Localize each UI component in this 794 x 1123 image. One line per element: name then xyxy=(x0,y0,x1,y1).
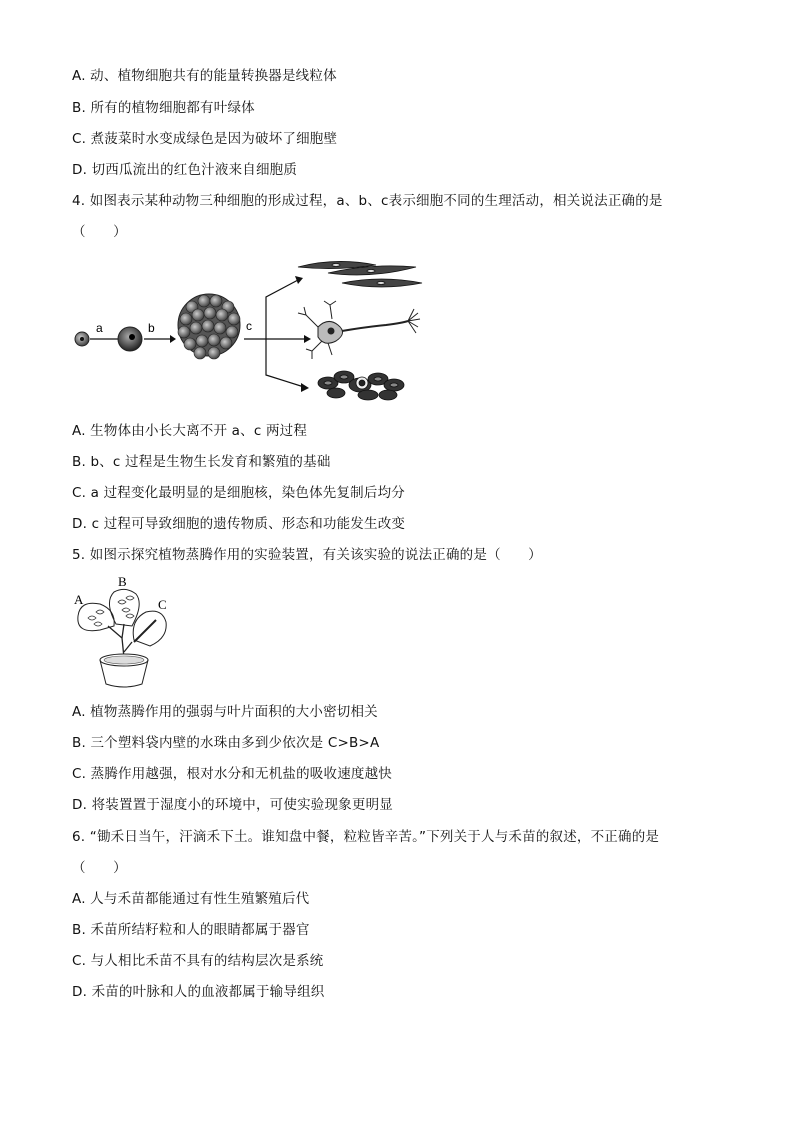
process-label-b: b xyxy=(148,321,155,335)
plastic-bag-c xyxy=(133,611,166,646)
bag-label-a: A xyxy=(74,592,84,607)
q4-stem: 4. 如图表示某种动物三种细胞的形成过程，a、b、c表示细胞不同的生理活动，相关说法正确的是 xyxy=(72,193,663,209)
q5-stem: 5. 如图示探究植物蒸腾作用的实验装置，有关该实验的说法正确的是（ ） xyxy=(72,547,542,563)
transpiration-experiment-figure xyxy=(70,572,180,690)
q6-stem: 6. “锄禾日当午，汗滴禾下土。谁知盘中餐，粒粒皆辛苦。”下列关于人与禾苗的叙述，不正确的是 xyxy=(72,829,660,845)
process-label-c: c xyxy=(246,319,252,333)
q4-option-d: D. c 过程可导致细胞的遗传物质、形态和功能发生改变 xyxy=(72,516,406,532)
q3-option-d: D. 切西瓜流出的红色汁液来自细胞质 xyxy=(72,162,298,178)
q5-option-d: D. 将装置置于湿度小的环境中，可使实验现象更明显 xyxy=(72,797,393,813)
q4-option-c: C. a 过程变化最明显的是细胞核，染色体先复制后均分 xyxy=(72,485,405,501)
q6-option-b: B. 禾苗所结籽粒和人的眼睛都属于器官 xyxy=(72,922,310,938)
q3-option-a: A. 动、植物细胞共有的能量转换器是线粒体 xyxy=(72,68,337,84)
q6-option-c: C. 与人相比禾苗不具有的结构层次是系统 xyxy=(72,953,324,969)
cell-cluster xyxy=(178,294,240,359)
q4-option-a: A. 生物体由小长大离不开 a、c 两过程 xyxy=(72,423,308,439)
cell-formation-figure xyxy=(66,255,436,405)
bag-label-b: B xyxy=(118,574,127,589)
bag-label-c: C xyxy=(158,597,167,612)
q6-option-a: A. 人与禾苗都能通过有性生殖繁殖后代 xyxy=(72,891,310,907)
q5-option-b: B. 三个塑料袋内壁的水珠由多到少依次是 C>B>A xyxy=(72,735,380,751)
process-label-a: a xyxy=(96,321,103,335)
q5-option-c: C. 蒸腾作用越强，根对水分和无机盐的吸收速度越快 xyxy=(72,766,393,782)
q3-option-b: B. 所有的植物细胞都有叶绿体 xyxy=(72,100,255,116)
neuron-cell xyxy=(298,301,420,359)
q4-option-b: B. b、c 过程是生物生长发育和繁殖的基础 xyxy=(72,454,331,470)
q4-blank: （ ） xyxy=(72,224,127,240)
muscle-cells xyxy=(298,261,422,287)
q6-blank: （ ） xyxy=(72,860,127,876)
plastic-bag-b xyxy=(109,589,139,626)
blood-cells xyxy=(318,371,404,400)
q3-option-c: C. 煮菠菜时水变成绿色是因为破坏了细胞壁 xyxy=(72,131,338,147)
q6-option-d: D. 禾苗的叶脉和人的血液都属于输导组织 xyxy=(72,984,325,1000)
q5-option-a: A. 植物蒸腾作用的强弱与叶片面积的大小密切相关 xyxy=(72,704,378,720)
